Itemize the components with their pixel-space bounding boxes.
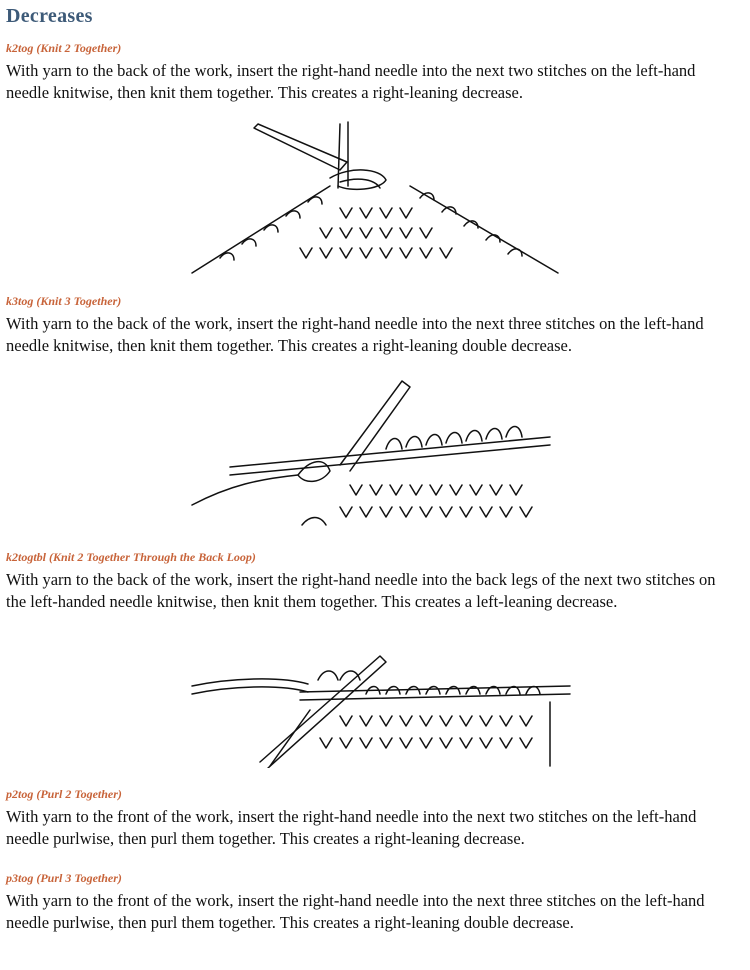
k3tog-text: With yarn to the back of the work, insert the right-hand needle into the next three stitches on the left-hand needle knitwise, then knit them together. This creates a right-leaning double decrease. <box>6 314 704 355</box>
p2tog-subheading: p2tog (Purl 2 Together) <box>6 787 122 801</box>
p2tog-text: With yarn to the front of the work, insert the right-hand needle into the next two stitches on the left-hand needle purlwise, then purl them together. This creates a right-leaning decrease. <box>6 807 697 848</box>
k2tog-subheading: k2tog (Knit 2 Together) <box>6 41 122 55</box>
page-title: Decreases <box>6 5 93 27</box>
k2tog-illustration <box>190 118 562 275</box>
p3tog-text: With yarn to the front of the work, insert the right-hand needle into the next three stitches on the left-hand needle purlwise, then purl them together. This creates a right-leaning double decrease. <box>6 891 705 932</box>
k2togtbl-illustration <box>190 650 575 768</box>
k2togtbl-text: With yarn to the back of the work, insert the right-hand needle into the back legs of the next two stitches on the left-handed needle knitwise, then knit them together. This creates a left-leaning decrease. <box>6 570 716 611</box>
k3tog-illustration <box>190 375 560 530</box>
k3tog-subheading: k3tog (Knit 3 Together) <box>6 294 122 308</box>
k2togtbl-subheading: k2togtbl (Knit 2 Together Through the Back Loop) <box>6 550 256 564</box>
p3tog-subheading: p3tog (Purl 3 Together) <box>6 871 122 885</box>
k2tog-text: With yarn to the back of the work, insert the right-hand needle into the next two stitches on the left-hand needle knitwise, then knit them together. This creates a right-leaning decrease. <box>6 61 696 102</box>
